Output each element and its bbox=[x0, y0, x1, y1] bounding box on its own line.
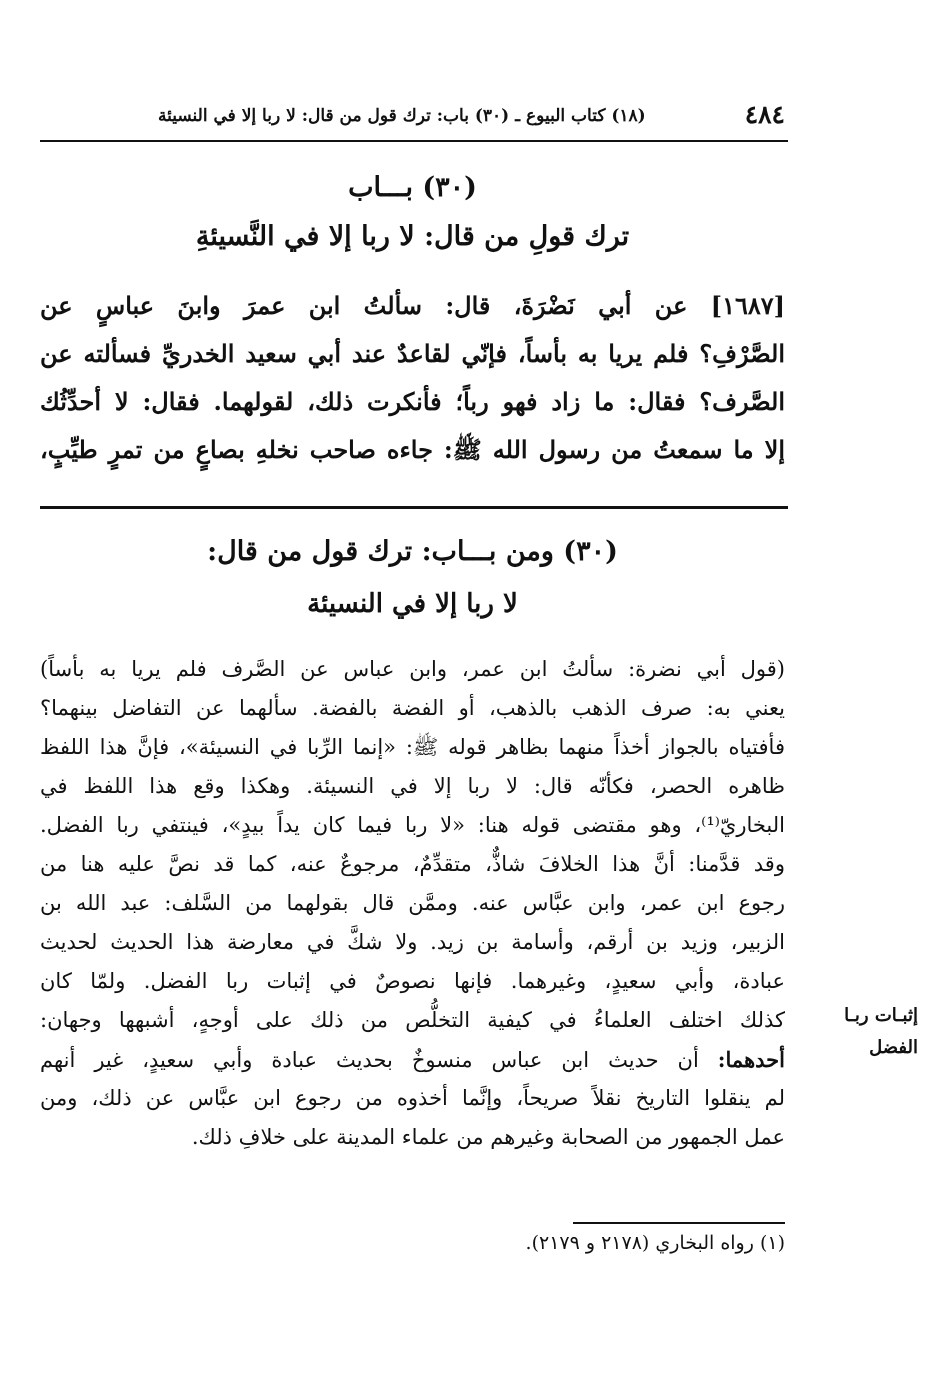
commentary-line: عبادة، وأبي سعيدٍ، وغيرهما. فإنها نصوصٌ في إثبات ربا الفضل. ولمّا كان bbox=[40, 969, 785, 993]
chapter-title: ترك قولِ من قال: لا ربا إلا في النَّسيئةِ bbox=[195, 221, 630, 252]
hadith-line: إلا ما سمعتُ من رسول الله ﷺ: جاءه صاحب نخلهِ بصاعٍ من تمرٍ طيِّبٍ، bbox=[40, 435, 785, 464]
footnote-rule bbox=[573, 1222, 785, 1224]
commentary-line: فأفتياه بالجواز أخذاً منهما بظاهر قوله ﷺ: «إنما الرِّبا في النسيئة»، فإنَّ هذا اللفظ bbox=[40, 735, 785, 759]
commentary-text bbox=[40, 650, 785, 1157]
chapter-number: (٣٠) بـــاب bbox=[348, 172, 477, 203]
commentary-line: لم ينقلوا التاريخ نقلاً صريحاً، وإنَّما أخذوه من رجوع ابن عبَّاس عن ذلك، ومن bbox=[40, 1086, 785, 1110]
commentary-line: يعني به: صرف الذهب بالذهب، أو الفضة بالفضة. سألهما عن التفاضل بينهما؟ bbox=[40, 696, 785, 720]
hadith-line: الصَّرْفِ؟ فلم يريا به بأساً، فإنّي لقاعدٌ عند أبي سعيد الخدريِّ فسألته عن bbox=[40, 339, 785, 368]
margin-note bbox=[818, 1000, 918, 1064]
commentary-line: البخاريّ⁽¹⁾، وهو مقتضى قوله هنا: «لا ربا فيما كان يداً بيدٍ»، فينتفي ربا الفضل. bbox=[40, 813, 785, 837]
running-head: (١٨) كتاب البيوع ـ (٣٠) باب: ترك قول من قال: لا ربا إلا في النسيئة bbox=[158, 106, 646, 126]
margin-note-line: إثبـات ربـا bbox=[844, 1005, 918, 1026]
commentary-line: عمل الجمهور من الصحابة وغيرهم من علماء المدينة على خلافِ ذلك. bbox=[191, 1125, 785, 1149]
section-separator bbox=[40, 506, 788, 509]
commentary-chapter: (٣٠) ومن بـــاب: ترك قول من قال: bbox=[207, 536, 618, 567]
hadith-line: [١٦٨٧] عن أبي نَضْرَةَ، قال: سألتُ ابن عمرَ وابنَ عباسٍ عن bbox=[40, 291, 785, 320]
hadith-line: الصَّرف؟ فقال: ما زاد فهو رباً؛ فأنكرت ذلك، لقولهما. فقال: لا أحدِّثُك bbox=[40, 387, 785, 416]
commentary-title: لا ربا إلا في النسيئة bbox=[307, 589, 518, 619]
commentary-line: ظاهره الحصر، فكأنّه قال: لا ربا إلا في النسيئة. وهكذا وقع هذا اللفظ في bbox=[40, 774, 785, 798]
footnote: (١) رواه البخاري (٢١٧٨ و ٢١٧٩). bbox=[525, 1232, 785, 1254]
commentary-line: رجوع ابن عمر، وابن عبَّاس عنه. وممَّن قال بقولهما من السَّلف: عبد الله بن bbox=[40, 891, 785, 915]
commentary-line: وقد قدَّمنا: أنَّ هذا الخلافَ شاذٌّ، متقدِّمٌ، مرجوعٌ عنه، كما قد نصَّ عليه هنا من bbox=[40, 852, 785, 876]
commentary-line: الزبير، وزيد بن أرقم، وأسامة بن زيد. ولا شكَّ في معارضة هذا الحديث لحديث bbox=[40, 930, 785, 954]
commentary-line: (قول أبي نضرة: سألتُ ابن عمر، وابن عباس عن الصَّرف فلم يريا به بأساً) bbox=[40, 657, 785, 681]
margin-note-line: الفضل bbox=[869, 1037, 918, 1058]
ahaduhuma-lead: أحدهما: bbox=[717, 1047, 785, 1072]
commentary-line bbox=[40, 1040, 785, 1079]
header-rule bbox=[40, 140, 788, 142]
commentary-line: كذلك اختلف العلماءُ في كيفية التخلُّص من ذلك على أوجهٍ، أشبهها وجهان: bbox=[40, 1008, 785, 1032]
page-header bbox=[40, 100, 785, 140]
hadith-text bbox=[40, 282, 785, 474]
ahaduhuma-rest: أن حديث ابن عباس منسوخٌ بحديث عبادة وأبي سعيدٍ، غير أنهم bbox=[40, 1048, 718, 1072]
page-number: ٤٨٤ bbox=[744, 100, 785, 129]
